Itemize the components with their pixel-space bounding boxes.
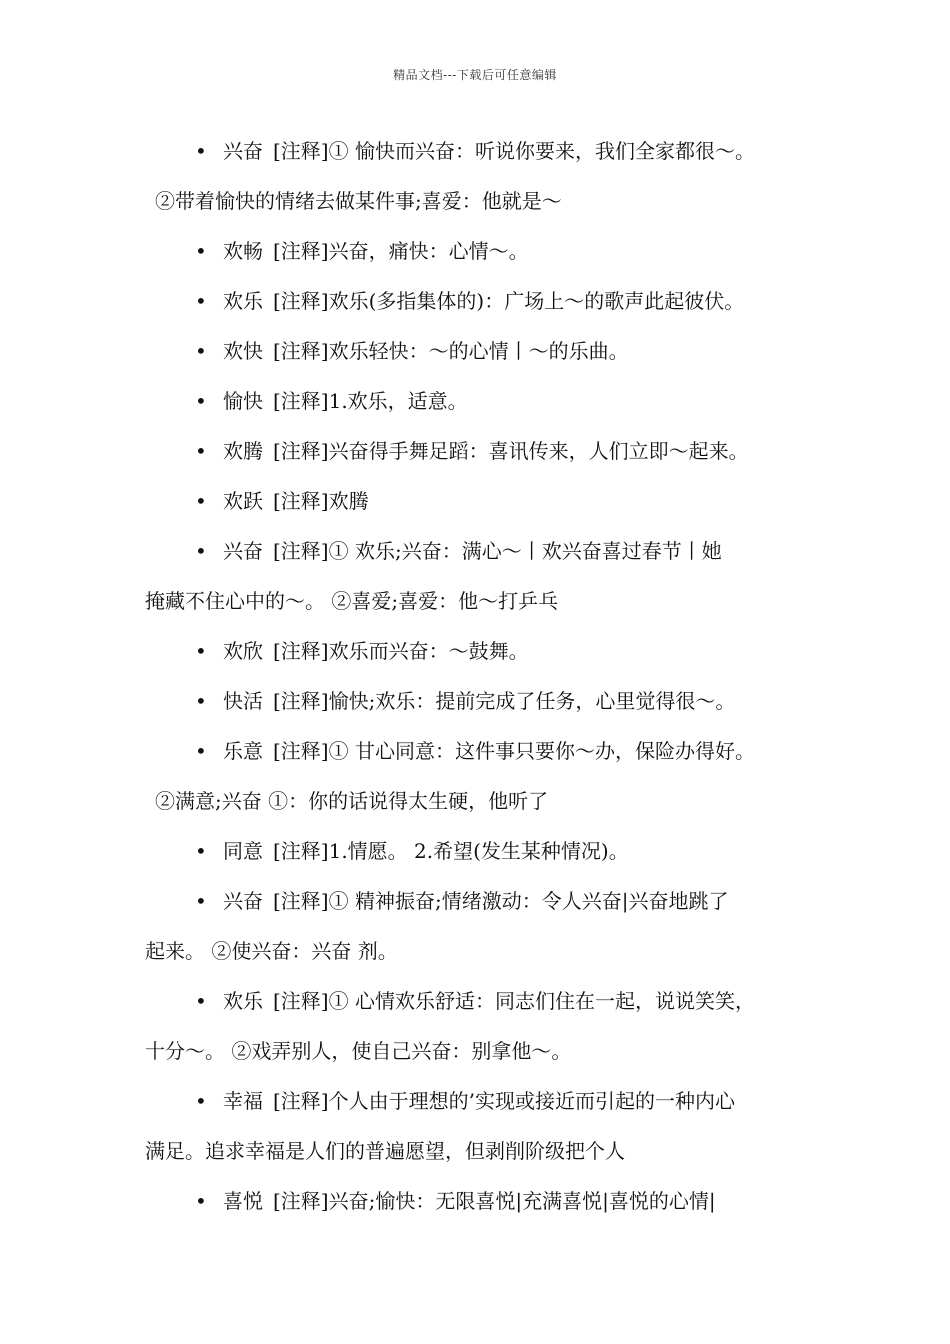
entry-line [145, 826, 835, 876]
entry-term: 喜悦 [223, 1189, 263, 1213]
bullet-icon: • [195, 139, 207, 163]
entry-term: 快活 [223, 689, 263, 713]
entry-term: 乐意 [223, 739, 263, 763]
entry-line [145, 226, 835, 276]
bullet-icon: • [195, 639, 207, 663]
bullet-icon: • [195, 689, 207, 713]
entry-continuation: 满足。追求幸福是人们的普遍愿望，但剥削阶级把个人 [145, 1139, 625, 1163]
entry-definition: [注释]愉快;欢乐：提前完成了任务，心里觉得很～。 [273, 689, 736, 713]
entry-continuation: ②带着愉快的情绪去做某件事;喜爱：他就是～ [155, 189, 562, 213]
entry-definition: [注释]1.欢乐，适意。 [273, 389, 468, 413]
entry-term: 同意 [223, 839, 263, 863]
entry-definition: [注释]① 心情欢乐舒适：同志们住在一起，说说笑笑， [273, 989, 755, 1013]
entry-definition: [注释]兴奋得手舞足蹈：喜讯传来，人们立即～起来。 [273, 439, 749, 463]
entry-line [145, 626, 835, 676]
entry-term: 兴奋 [223, 539, 263, 563]
bullet-icon: • [195, 539, 207, 563]
bullet-icon: • [195, 439, 207, 463]
entry-definition: [注释]① 愉快而兴奋：听说你要来，我们全家都很～。 [273, 139, 755, 163]
entry-line [145, 426, 835, 476]
entry-definition: [注释]兴奋;愉快：无限喜悦|充满喜悦|喜悦的心情| [273, 1189, 716, 1213]
entry-line [145, 876, 835, 926]
entry-definition: [注释]欢乐轻快：～的心情丨～的乐曲。 [273, 339, 629, 363]
bullet-icon: • [195, 339, 207, 363]
entry-line [145, 276, 835, 326]
entry-definition: [注释]① 甘心同意：这件事只要你～办，保险办得好。 [273, 739, 755, 763]
entry-line [145, 1076, 835, 1126]
entry-definition: [注释]1.情愿。 2.希望(发生某种情况)。 [273, 839, 629, 863]
document-body [145, 126, 835, 1226]
entry-definition: [注释]欢乐而兴奋：～鼓舞。 [273, 639, 529, 663]
entry-definition: [注释]欢腾 [273, 489, 369, 513]
page-header: 精品文档---下载后可任意编辑 [393, 68, 557, 82]
bullet-icon: • [195, 239, 207, 263]
bullet-icon: • [195, 739, 207, 763]
entry-line [145, 726, 835, 776]
entry-term: 欢乐 [223, 989, 263, 1013]
bullet-icon: • [195, 989, 207, 1013]
entry-term: 欢欣 [223, 639, 263, 663]
entry-definition: [注释]① 精神振奋;情绪激动：令人兴奋|兴奋地跳了 [273, 889, 729, 913]
entry-definition: [注释]兴奋，痛快：心情～。 [273, 239, 529, 263]
entry-line [145, 376, 835, 426]
entry-line [145, 126, 835, 176]
entry-continuation: 掩藏不住心中的～。 ②喜爱;喜爱：他～打乒乓 [145, 589, 559, 613]
entry-line [145, 526, 835, 576]
entry-term: 欢畅 [223, 239, 263, 263]
entry-continuation: ②满意;兴奋 ①：你的话说得太生硬，他听了 [155, 789, 549, 813]
entry-term: 兴奋 [223, 889, 263, 913]
entry-term: 欢跃 [223, 489, 263, 513]
entry-line [145, 326, 835, 376]
entry-continuation: 起来。 ②使兴奋：兴奋 剂。 [145, 939, 398, 963]
bullet-icon: • [195, 1089, 207, 1113]
entry-line [145, 676, 835, 726]
bullet-icon: • [195, 289, 207, 313]
bullet-icon: • [195, 889, 207, 913]
entry-definition: [注释]个人由于理想的’实现或接近而引起的一种内心 [273, 1089, 735, 1113]
bullet-icon: • [195, 489, 207, 513]
entry-continuation: 十分～。 ②戏弄别人，使自己兴奋：别拿他～。 [145, 1039, 572, 1063]
entry-term: 幸福 [223, 1089, 263, 1113]
entry-definition: [注释]① 欢乐;兴奋：满心～丨欢兴奋喜过春节丨她 [273, 539, 722, 563]
entry-definition: [注释]欢乐(多指集体的)：广场上～的歌声此起彼伏。 [273, 289, 745, 313]
entry-term: 欢乐 [223, 289, 263, 313]
bullet-icon: • [195, 389, 207, 413]
bullet-icon: • [195, 839, 207, 863]
entry-line [145, 1176, 835, 1226]
entry-term: 欢快 [223, 339, 263, 363]
entry-term: 欢腾 [223, 439, 263, 463]
bullet-icon: • [195, 1189, 207, 1213]
entry-line [145, 476, 835, 526]
entry-line [145, 976, 835, 1026]
entry-term: 愉快 [223, 389, 263, 413]
entry-term: 兴奋 [223, 139, 263, 163]
